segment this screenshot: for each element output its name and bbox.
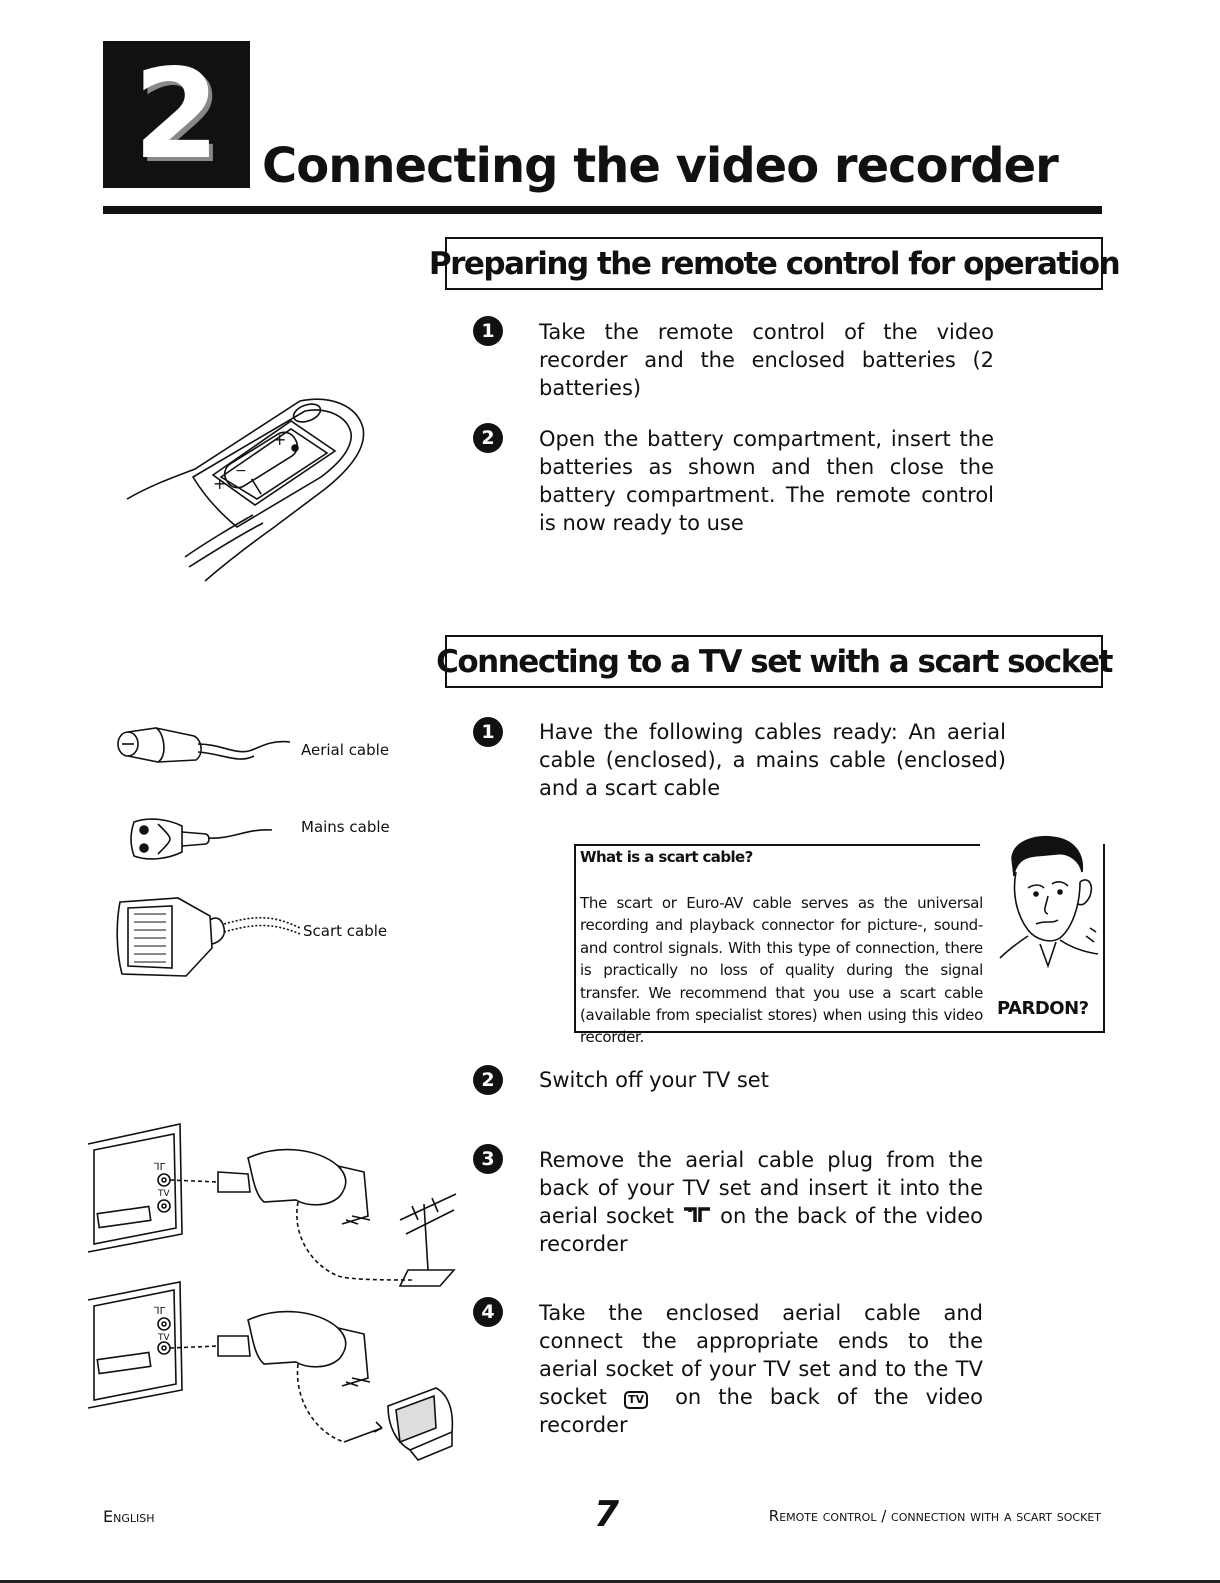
step-text-part: Remove the aerial cable plug from the back of your TV set and insert it into the aerial socket xyxy=(539,1148,983,1228)
aerial-cable-label: Aerial cable xyxy=(301,741,390,759)
step-text-part: Take the enclosed aerial cable and connect the appropriate ends to the aerial socket of your TV set and to the TV socket xyxy=(539,1301,983,1409)
step-number-badge: 1 xyxy=(473,316,503,346)
aerial-cable-icon xyxy=(112,722,292,772)
aerial-socket-icon xyxy=(682,1203,712,1221)
mains-cable-icon xyxy=(130,814,275,864)
step-number-badge: 2 xyxy=(473,1065,503,1095)
confused-man-icon xyxy=(998,832,1102,992)
tv-socket-icon: TV xyxy=(624,1391,648,1409)
title-rule xyxy=(103,206,1102,214)
step-text-part: on the back of the video recorder xyxy=(539,1385,983,1437)
svg-text:+: + xyxy=(273,430,287,449)
step-number-badge: 3 xyxy=(473,1144,503,1174)
step-text: Switch off your TV set xyxy=(539,1068,769,1092)
svg-text:+: + xyxy=(213,474,227,493)
step-text: Open the battery compartment, insert the batteries as shown and then close the battery compartment. The remote control is now ready to use xyxy=(539,427,994,535)
svg-text:⅂Г: ⅂Г xyxy=(154,1306,166,1317)
chapter-number: 2 xyxy=(133,42,220,187)
scart-cable-icon xyxy=(112,892,302,982)
footer-language: English xyxy=(103,1507,155,1526)
callout-title: What is a scart cable? xyxy=(580,848,753,866)
step-number-badge: 4 xyxy=(473,1297,503,1327)
step-text: Have the following cables ready: An aerial cable (enclosed), a mains cable (enclosed) and a scart cable xyxy=(539,720,1006,800)
step-number-badge: 2 xyxy=(473,423,503,453)
chapter-number-box xyxy=(103,41,250,188)
step-text xyxy=(539,1146,983,1258)
aerial-connection-illustration xyxy=(88,1124,458,1289)
tv-connection-illustration xyxy=(88,1282,458,1462)
step-number-badge: 1 xyxy=(473,717,503,747)
section-heading-scart: Connecting to a TV set with a scart socket xyxy=(445,635,1103,688)
footer-section-title: Remote control / connection with a scart socket xyxy=(768,1507,1101,1525)
section-heading-remote: Preparing the remote control for operation xyxy=(445,237,1103,290)
footer-page-number: 7 xyxy=(594,1494,620,1535)
step-text-part: on the back of the video recorder xyxy=(539,1204,984,1256)
svg-text:TV: TV xyxy=(158,1333,170,1343)
svg-text:⅂Г: ⅂Г xyxy=(154,1162,166,1173)
page-title: Connecting the video recorder xyxy=(262,138,1058,194)
remote-battery-illustration xyxy=(125,393,370,583)
mains-cable-label: Mains cable xyxy=(301,818,390,836)
svg-text:−: − xyxy=(235,463,247,479)
step-text: Take the remote control of the video recorder and the enclosed batteries (2 batteries) xyxy=(539,320,994,400)
svg-text:TV: TV xyxy=(158,1189,170,1199)
scart-cable-label: Scart cable xyxy=(303,922,388,940)
step-text xyxy=(539,1299,983,1439)
callout-body: The scart or Euro-AV cable serves as the universal recording and playback connector for picture-, sound- and control signals. With this type of connection, there is practically no loss of quality during the signal transfer. We recommend that you use a scart cable (available from specialist stores) when using this video recorder. xyxy=(580,894,983,1047)
pardon-tag: PARDON? xyxy=(997,998,1089,1019)
